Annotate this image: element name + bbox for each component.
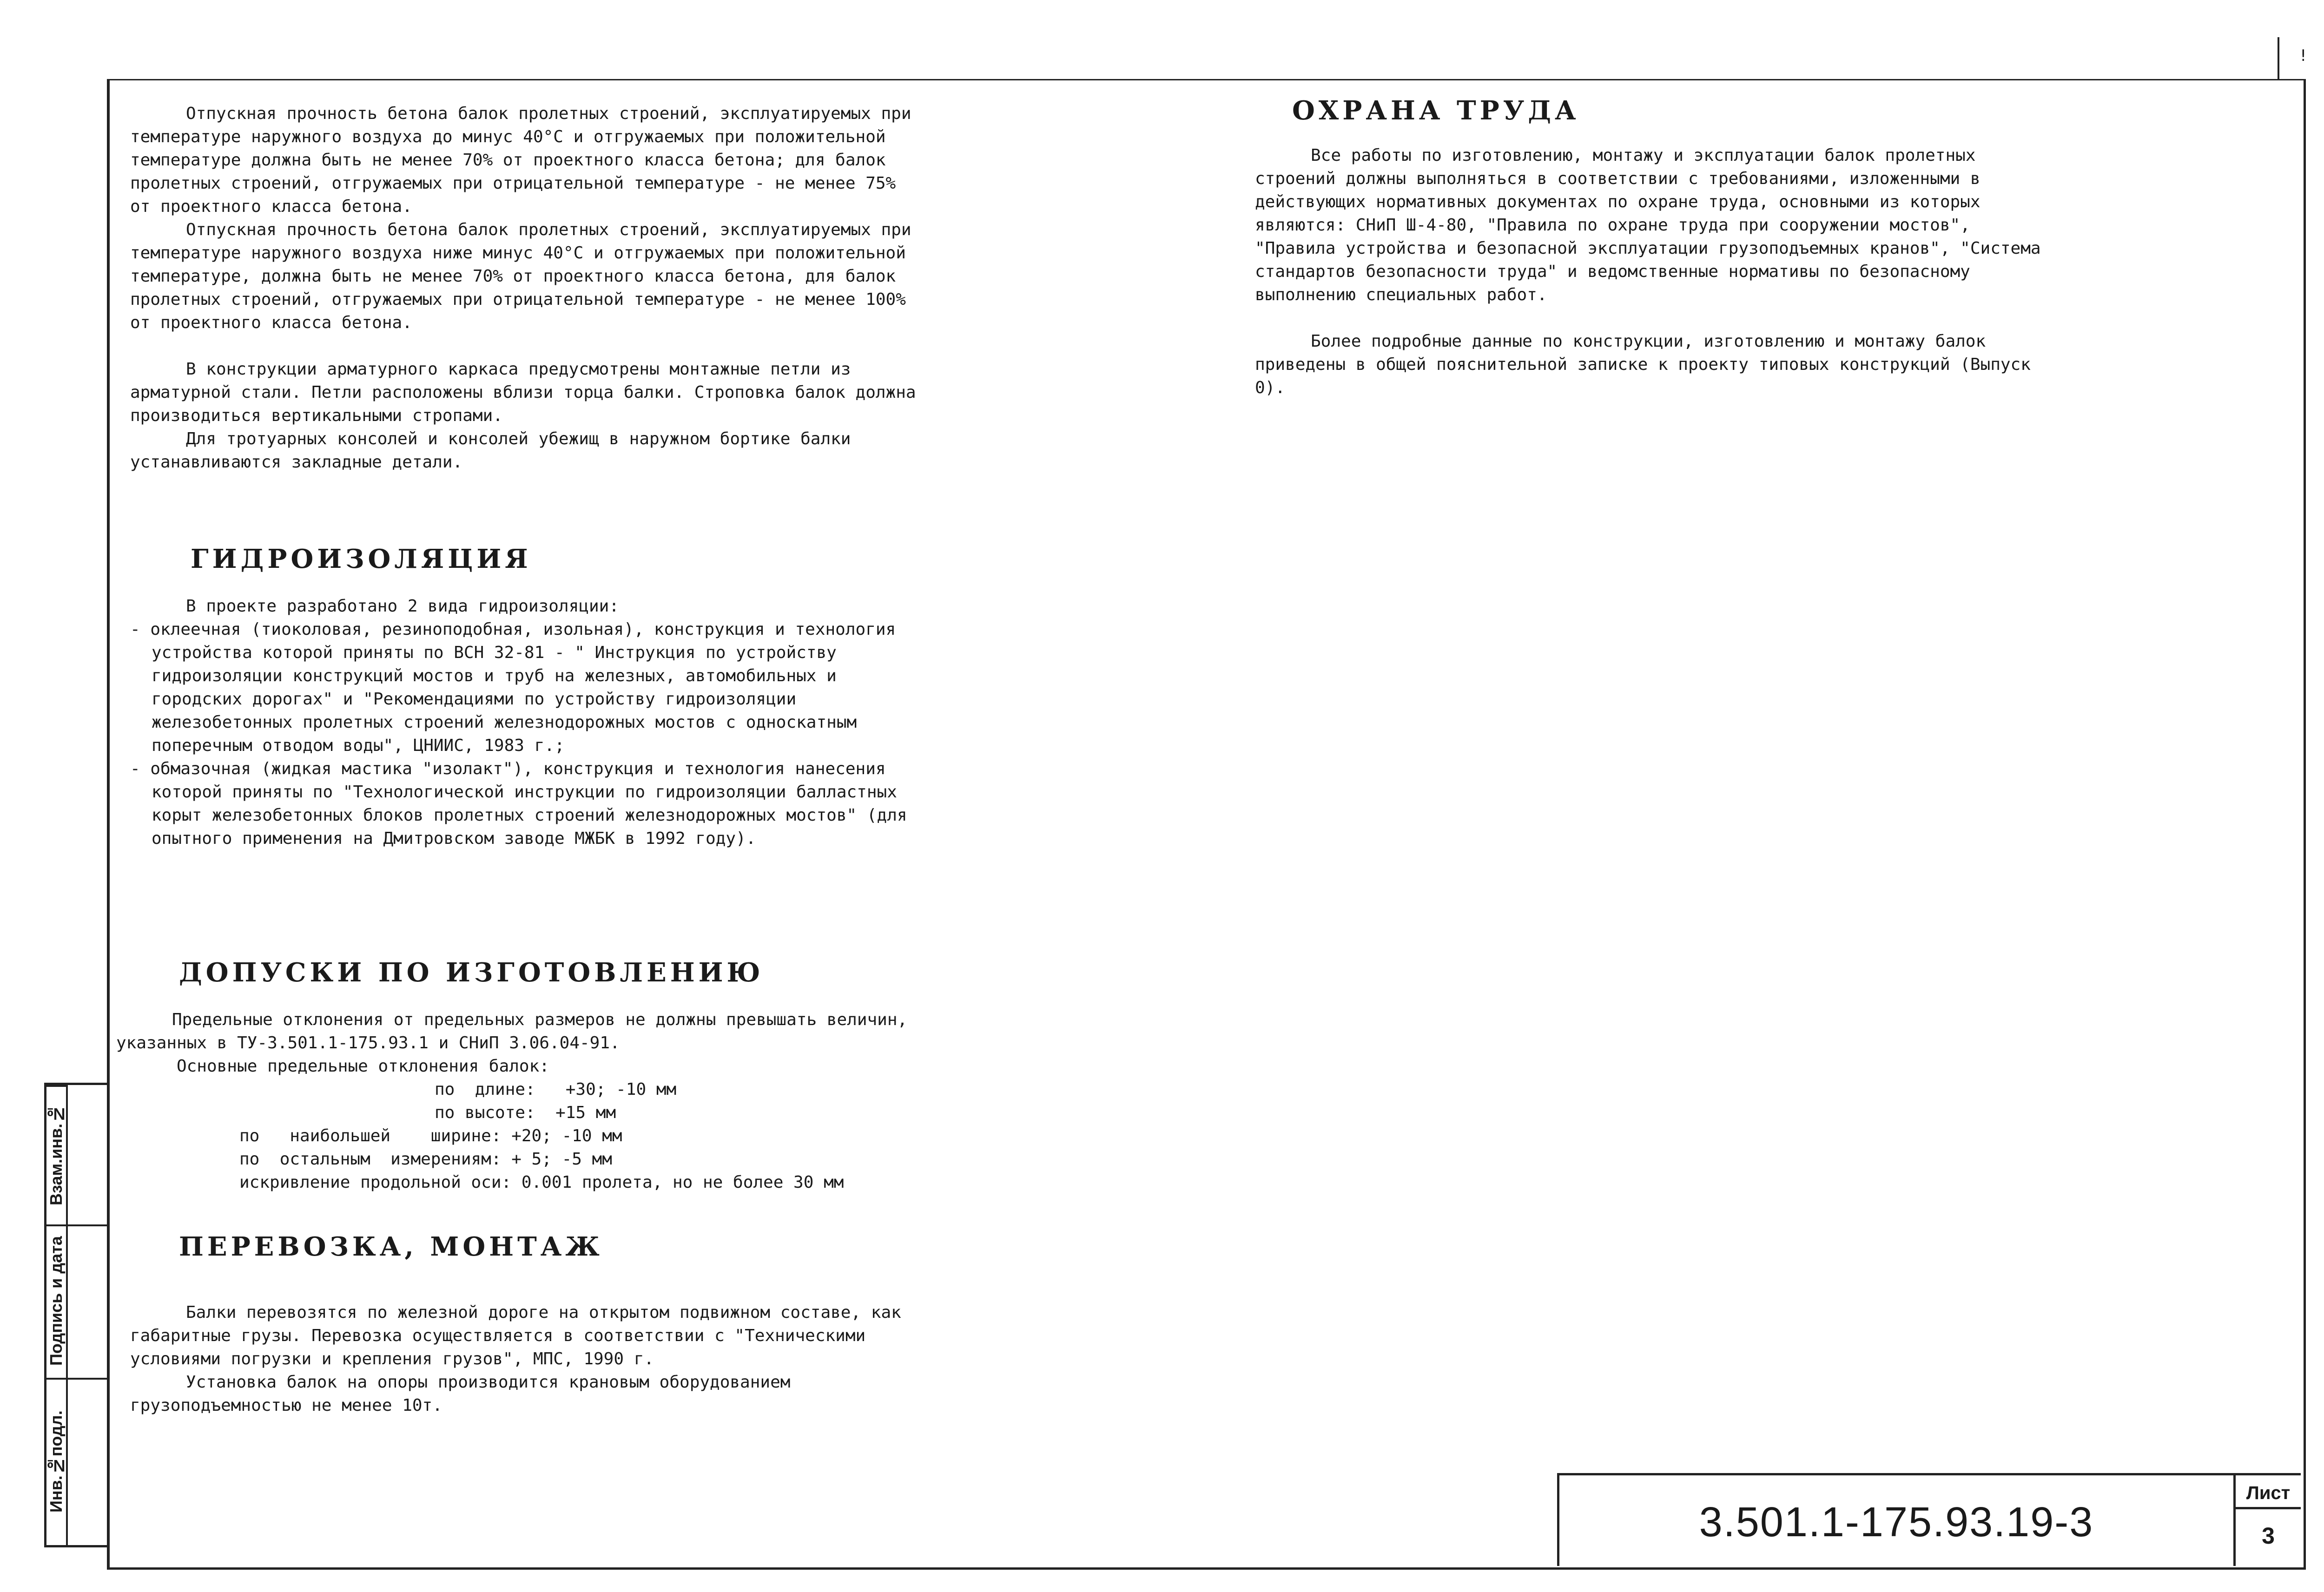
document-code: 3.501.1-175.93.19-3 [1699, 1499, 2094, 1546]
tolerances-heading: ДОПУСКИ ПО ИЗГОТОВЛЕНИЮ [179, 957, 764, 988]
safety-section [1255, 144, 2045, 400]
sheet-box [2233, 1475, 2303, 1566]
stamp-replace-inv-label: Взам.инв.№ [46, 1104, 66, 1205]
tolerance-row: по наибольшей ширине: +20; -10 мм [239, 1126, 622, 1145]
tolerance-row: по остальным измерениям: + 5; -5 мм [239, 1150, 612, 1169]
transport-heading: ПЕРЕВОЗКА, МОНТАЖ [179, 1231, 603, 1262]
transport-section [130, 1301, 920, 1417]
transport-paragraph-2: Установка балок на опоры производится крановым оборудованием грузоподъемностью не менее 10т. [130, 1373, 791, 1415]
stamp-signature-date-label: Подпись и дата [46, 1236, 66, 1366]
sheet-number: 3 [2262, 1523, 2275, 1549]
tolerance-row: по длине: +30; -10 мм [435, 1080, 677, 1099]
tolerances-paragraph-2: Основные предельные отклонения балок: [177, 1057, 549, 1076]
strength-paragraph-2: Отпускная прочность бетона балок пролетных строений, эксплуатируемых при температуре наружного воздуха ниже минус 40°С и отгружаемых при положительной температуре, должна быть не менее 70% от проектного класса бетона, для балок пролетных строений, отгружаемых при отрицательной температуре - не менее 100% от проектного класса бетона. [130, 220, 911, 332]
title-block [1557, 1473, 2301, 1566]
stamp-inv-no-label: Инв.№подл. [46, 1410, 66, 1513]
waterproofing-heading: ГИДРОИЗОЛЯЦИЯ [191, 544, 532, 574]
strength-paragraph-1: Отпускная прочность бетона балок пролетных строений, эксплуатируемых при температуре наружного воздуха до минус 40°С и отгружаемых при положительной температуре должна быть не менее 70% от проектного класса бетона; для балок пролетных строений, отгружаемых при отрицательной температуре - не менее 75% от проектного класса бетона. [130, 104, 911, 216]
safety-paragraph-1: Все работы по изготовлению, монтажу и эксплуатации балок пролетных строений должны выполняться в соответствии с требованиями, изложенными в действующих нормативных документах по охране труда, основными из которых являются: СНиП Ш-4-80, "Правила по охране труда при сооружении мостов", "Правила устройства и безопасной эксплуатации грузоподъемных кранов", "Система стандартов безопасности труда" и ведомственные нормативы по безопасному выполнению специальных работ. [1255, 146, 2041, 304]
waterproofing-item-2: - обмазочная (жидкая мастика "изолакт"), конструкция и технология нанесения которой приняты по "Технологической инструкции по гидроизоляции балластных корыт железобетонных блоков пролетных строений железнодорожных мостов" (для опытного применения на Дмитровском заводе МЖБК в 1992 году). [130, 759, 907, 848]
strength-section [130, 102, 920, 474]
sheet-label: Лист [2236, 1479, 2301, 1509]
tolerance-row: искривление продольной оси: 0.001 пролета, но не более 30 мм [239, 1173, 844, 1192]
tolerance-row: по высоте: +15 мм [435, 1103, 616, 1122]
strength-paragraph-3: В конструкции арматурного каркаса предусмотрены монтажные петли из арматурной стали. Петли расположены вблизи торца балки. Строповка балок должна производиться вертикальными стропами. [130, 360, 916, 425]
tolerances-paragraph-1: Предельные отклонения от предельных размеров не должны превышать величин, указанных в ТУ-3.501.1-175.93.1 и СНиП 3.06.04-91. [116, 1010, 908, 1053]
side-stamp [44, 1083, 107, 1547]
waterproofing-section [130, 595, 920, 850]
tolerances-section [116, 1008, 920, 1055]
waterproofing-item-1: - оклеечная (тиоколовая, резиноподобная, изольная), конструкция и технология устройства которой приняты по ВСН 32-81 - " Инструкция по устройству гидроизоляции конструкций мостов и труб на железных, автомобильных и городских дорогах" и "Рекомендациями по устройству гидроизоляции железобетонных пролетных строений железнодорожных мостов с односкатным поперечным отводом воды", ЦНИИС, 1983 г.; [130, 620, 896, 755]
frame-corner-tick [2278, 37, 2279, 79]
safety-paragraph-2: Более подробные данные по конструкции, изготовлению и монтажу балок приведены в общей пояснительной записке к проекту типовых конструкций (Выпуск 0). [1255, 332, 2031, 397]
waterproofing-intro: В проекте разработано 2 вида гидроизоляции: [186, 597, 619, 616]
safety-heading: ОХРАНА ТРУДА [1292, 95, 1580, 126]
strength-paragraph-4: Для тротуарных консолей и консолей убежищ в наружном бортике балки устанавливаются закладные детали. [130, 429, 851, 472]
corner-mark: ! [2298, 46, 2308, 65]
transport-paragraph-1: Балки перевозятся по железной дороге на открытом подвижном составе, как габаритные грузы. Перевозка осуществляется в соответствии с "Техническими условиями погрузки и крепления грузов", МПС, 1990 г. [130, 1303, 901, 1368]
